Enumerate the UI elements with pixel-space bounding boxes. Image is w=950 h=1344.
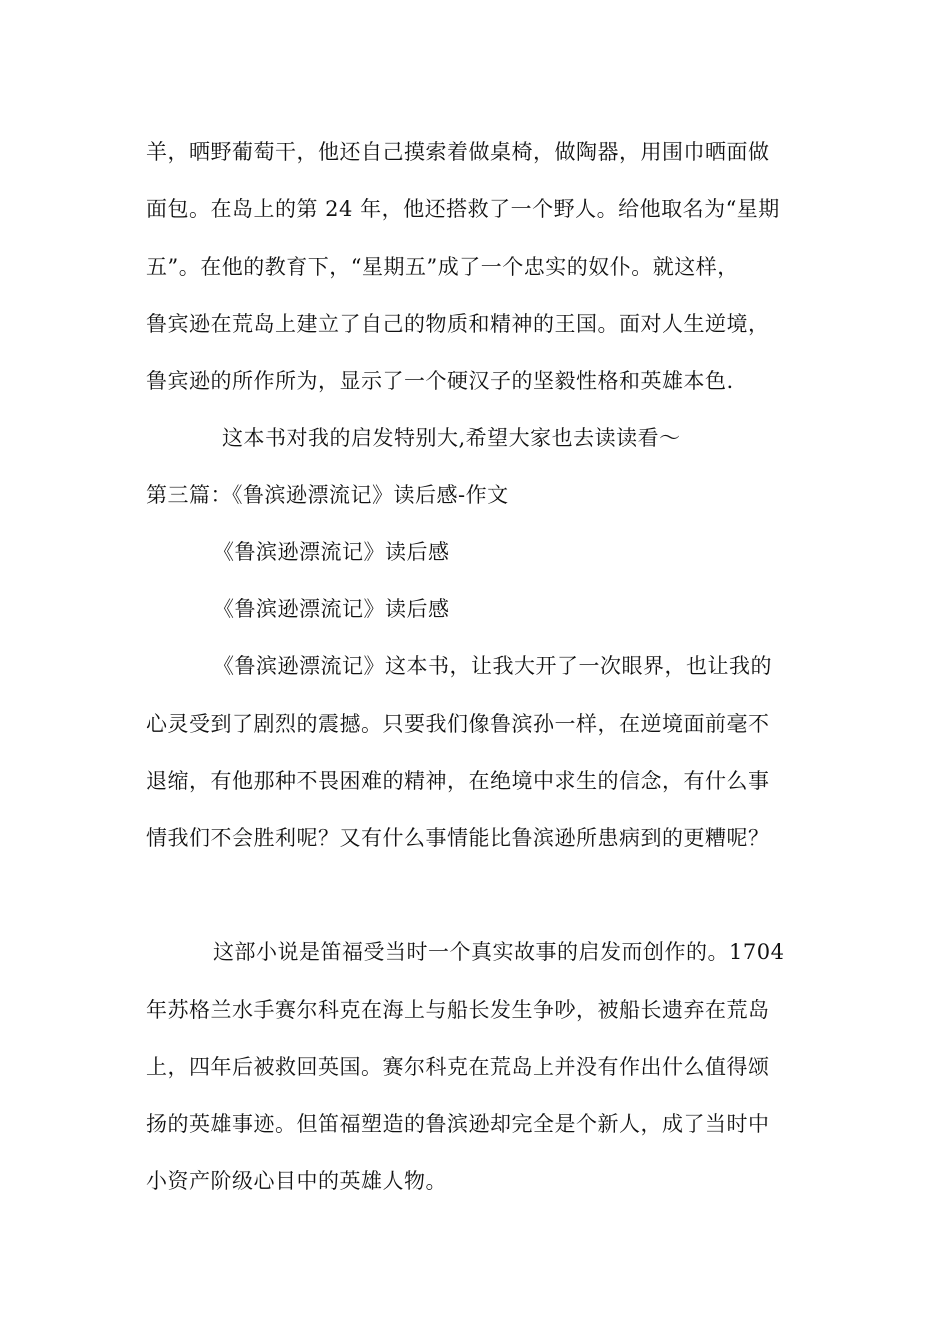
- paragraph-line: 情我们不会胜利呢？又有什么事情能比鲁滨逊所患病到的更糟呢？: [146, 826, 770, 850]
- article-title: 《鲁滨逊漂流记》读后感: [213, 597, 450, 621]
- paragraph-line: 退缩，有他那种不畏困难的精神，在绝境中求生的信念，有什么事: [146, 769, 770, 793]
- paragraph-line: 面包。在岛上的第 24 年，他还搭救了一个野人。给他取名为“星期: [146, 197, 780, 221]
- paragraph-line: 扬的英雄事迹。但笛福塑造的鲁滨逊却完全是个新人，成了当时中: [146, 1112, 770, 1136]
- paragraph-line: 鲁宾逊在荒岛上建立了自己的物质和精神的王国。面对人生逆境，: [146, 312, 770, 336]
- closing-remark: 这本书对我的启发特别大,希望大家也去读读看～: [222, 426, 681, 450]
- section-heading: 第三篇：《鲁滨逊漂流记》读后感-作文: [146, 483, 509, 507]
- article-subtitle: 《鲁滨逊漂流记》读后感: [213, 540, 450, 564]
- paragraph-line: 羊，晒野葡萄干，他还自己摸索着做桌椅，做陶器，用围巾晒面做: [146, 140, 770, 164]
- paragraph-line: 五”。在他的教育下，“星期五”成了一个忠实的奴仆。就这样，: [146, 255, 739, 279]
- paragraph-line: 心灵受到了剧烈的震撼。只要我们像鲁滨孙一样，在逆境面前毫不: [146, 712, 770, 736]
- paragraph-line: 上，四年后被救回英国。赛尔科克在荒岛上并没有作出什么值得颂: [146, 1055, 770, 1079]
- paragraph-line: 这部小说是笛福受当时一个真实故事的启发而创作的。1704: [213, 940, 785, 964]
- paragraph-line: 鲁宾逊的所作所为，显示了一个硬汉子的坚毅性格和英雄本色.: [146, 369, 734, 393]
- paragraph-line: 年苏格兰水手赛尔科克在海上与船长发生争吵，被船长遗弃在荒岛: [146, 998, 770, 1022]
- paragraph-line: 《鲁滨逊漂流记》这本书，让我大开了一次眼界，也让我的: [213, 654, 772, 678]
- paragraph-line: 小资产阶级心目中的英雄人物。: [146, 1169, 447, 1193]
